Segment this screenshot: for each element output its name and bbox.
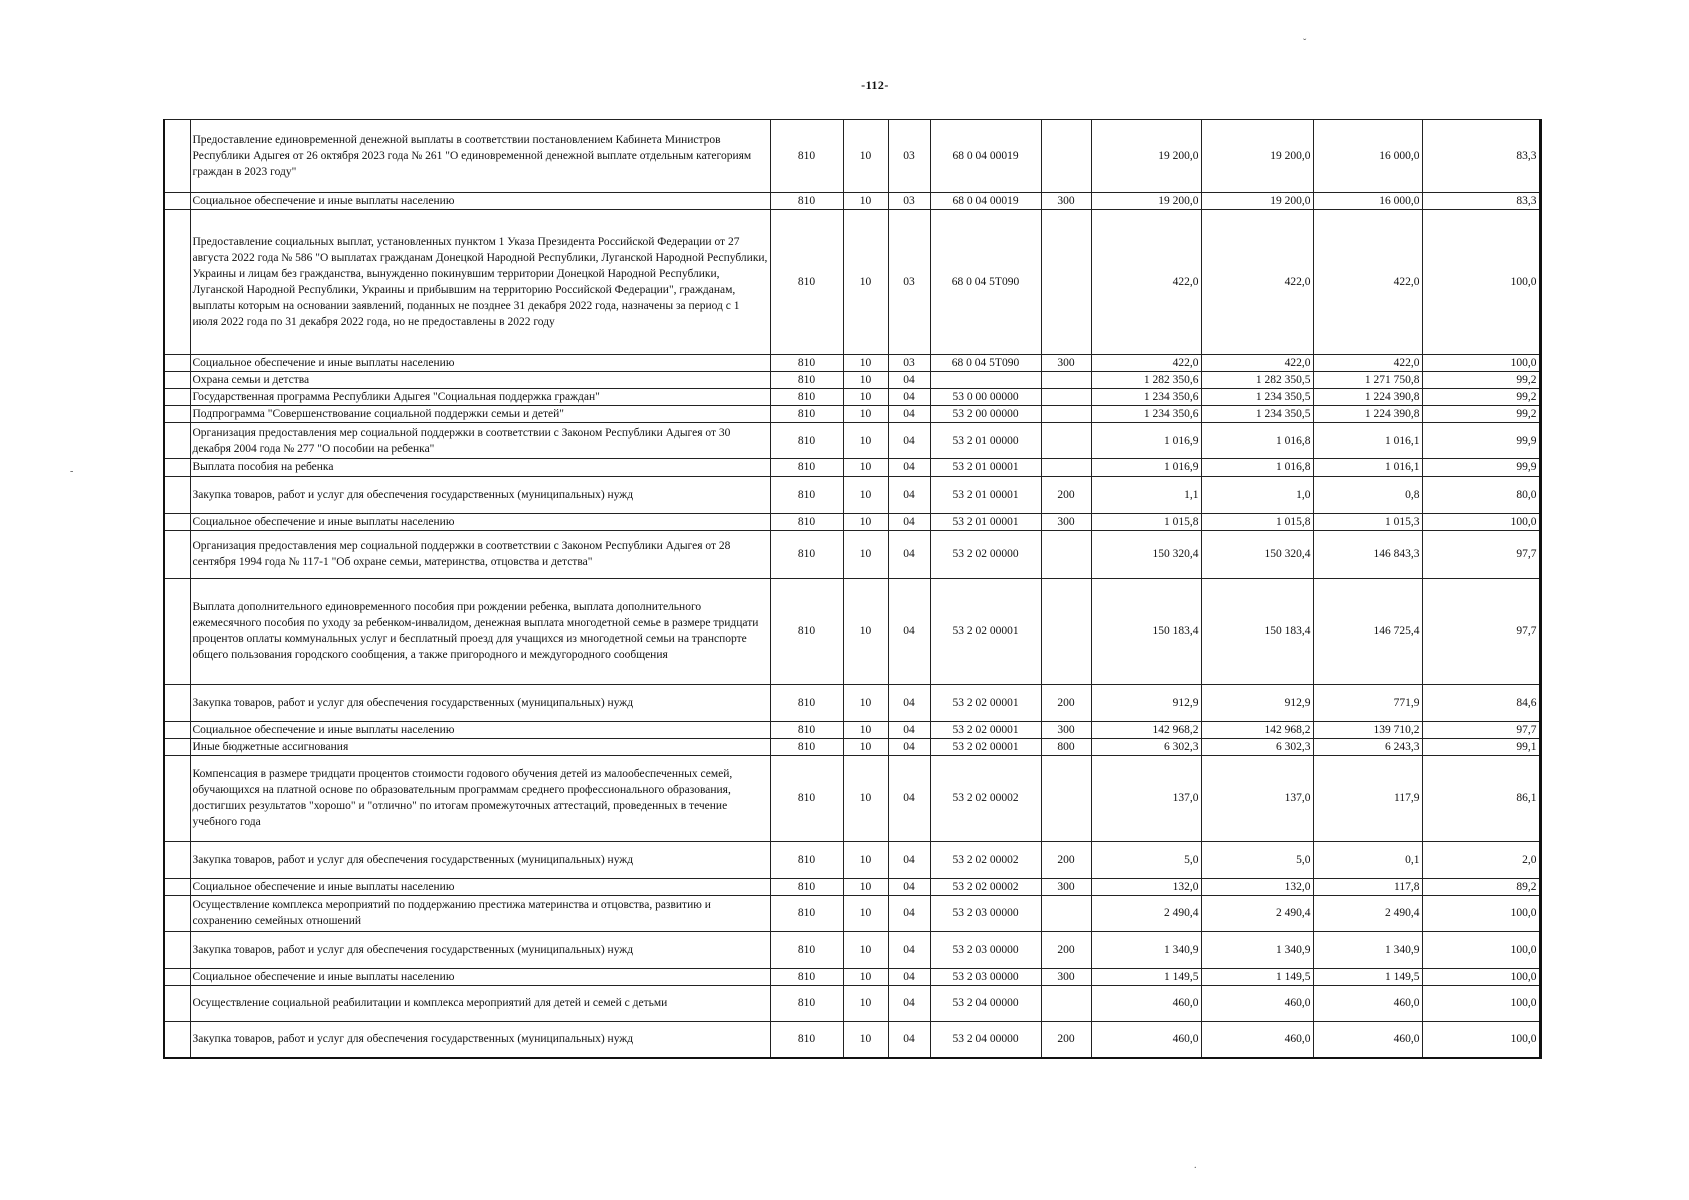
row-revised-amount: 1 016,8 bbox=[1201, 423, 1313, 459]
row-executed-amount: 1 016,1 bbox=[1313, 459, 1422, 476]
row-name: Компенсация в размере тридцати процентов стоимости годового обучения детей из малообеспеченных семей, обучающихся на платной основе по образовательным программам среднего профессионального образования, достигших результатов "хорошо" и "отлично" по итогам промежуточных аттестаций, проведенных в течение учебного года bbox=[190, 755, 770, 841]
table-row bbox=[164, 193, 1540, 210]
row-percent-executed: 100,0 bbox=[1422, 968, 1540, 985]
row-grbs-code: 810 bbox=[770, 476, 843, 513]
row-lead-cell bbox=[164, 755, 190, 841]
row-section-code: 10 bbox=[843, 895, 888, 931]
row-plan-amount: 1 234 350,6 bbox=[1091, 406, 1201, 423]
row-percent-executed: 100,0 bbox=[1422, 210, 1540, 355]
table-row bbox=[164, 738, 1540, 755]
table-row bbox=[164, 755, 1540, 841]
row-plan-amount: 142 968,2 bbox=[1091, 721, 1201, 738]
row-executed-amount: 0,1 bbox=[1313, 841, 1422, 878]
row-plan-amount: 460,0 bbox=[1091, 986, 1201, 1022]
row-plan-amount: 422,0 bbox=[1091, 210, 1201, 355]
row-percent-executed: 99,9 bbox=[1422, 459, 1540, 476]
row-target-article: 68 0 04 00019 bbox=[930, 120, 1041, 193]
row-target-article: 68 0 04 5Т090 bbox=[930, 355, 1041, 372]
row-section-code: 10 bbox=[843, 372, 888, 389]
row-revised-amount: 19 200,0 bbox=[1201, 120, 1313, 193]
row-percent-executed: 84,6 bbox=[1422, 684, 1540, 721]
row-expense-type bbox=[1041, 389, 1091, 406]
row-grbs-code: 810 bbox=[770, 755, 843, 841]
row-executed-amount: 1 271 750,8 bbox=[1313, 372, 1422, 389]
row-percent-executed: 100,0 bbox=[1422, 1022, 1540, 1058]
row-grbs-code: 810 bbox=[770, 931, 843, 968]
row-subsection-code: 04 bbox=[888, 878, 930, 895]
row-percent-executed: 100,0 bbox=[1422, 513, 1540, 530]
row-section-code: 10 bbox=[843, 986, 888, 1022]
row-lead-cell bbox=[164, 530, 190, 578]
row-executed-amount: 1 016,1 bbox=[1313, 423, 1422, 459]
row-grbs-code: 810 bbox=[770, 738, 843, 755]
row-subsection-code: 04 bbox=[888, 423, 930, 459]
row-percent-executed: 2,0 bbox=[1422, 841, 1540, 878]
row-plan-amount: 1 016,9 bbox=[1091, 459, 1201, 476]
table-row bbox=[164, 513, 1540, 530]
row-expense-type bbox=[1041, 578, 1091, 684]
row-plan-amount: 1 340,9 bbox=[1091, 931, 1201, 968]
row-executed-amount: 1 015,3 bbox=[1313, 513, 1422, 530]
row-lead-cell bbox=[164, 931, 190, 968]
row-plan-amount: 150 183,4 bbox=[1091, 578, 1201, 684]
row-plan-amount: 422,0 bbox=[1091, 355, 1201, 372]
row-grbs-code: 810 bbox=[770, 372, 843, 389]
row-percent-executed: 100,0 bbox=[1422, 895, 1540, 931]
row-target-article: 53 2 01 00001 bbox=[930, 459, 1041, 476]
table-row bbox=[164, 372, 1540, 389]
row-name: Охрана семьи и детства bbox=[190, 372, 770, 389]
row-subsection-code: 04 bbox=[888, 372, 930, 389]
row-percent-executed: 99,1 bbox=[1422, 738, 1540, 755]
row-target-article: 68 0 04 5Т090 bbox=[930, 210, 1041, 355]
row-expense-type: 300 bbox=[1041, 721, 1091, 738]
row-executed-amount: 16 000,0 bbox=[1313, 193, 1422, 210]
row-lead-cell bbox=[164, 423, 190, 459]
table-row bbox=[164, 120, 1540, 193]
row-revised-amount: 460,0 bbox=[1201, 986, 1313, 1022]
row-target-article: 53 2 02 00000 bbox=[930, 530, 1041, 578]
row-executed-amount: 422,0 bbox=[1313, 355, 1422, 372]
row-section-code: 10 bbox=[843, 355, 888, 372]
row-name: Предоставление социальных выплат, установленных пунктом 1 Указа Президента Российской Федерации от 27 августа 2022 года № 586 "О выплатах гражданам Донецкой Народной Республики, Луганской Народной Республики, Украины и лицам без гражданства, вынужденно покинувшим территории Донецкой Народной Республики, Луганской Народной Республики, Украины и прибывшим на территорию Российской Федерации", гражданам, выплаты которым на основании заявлений, поданных не позднее 31 декабря 2022 года, назначены за период с 1 июля 2022 года по 31 декабря 2022 года, но не предоставлены в 2022 году bbox=[190, 210, 770, 355]
row-plan-amount: 2 490,4 bbox=[1091, 895, 1201, 931]
row-name: Социальное обеспечение и иные выплаты населению bbox=[190, 968, 770, 985]
row-section-code: 10 bbox=[843, 513, 888, 530]
row-subsection-code: 04 bbox=[888, 986, 930, 1022]
row-plan-amount: 137,0 bbox=[1091, 755, 1201, 841]
row-target-article: 53 2 00 00000 bbox=[930, 406, 1041, 423]
row-grbs-code: 810 bbox=[770, 878, 843, 895]
row-subsection-code: 04 bbox=[888, 459, 930, 476]
row-target-article: 53 2 01 00001 bbox=[930, 513, 1041, 530]
row-subsection-code: 04 bbox=[888, 406, 930, 423]
table-row bbox=[164, 986, 1540, 1022]
row-revised-amount: 1 282 350,5 bbox=[1201, 372, 1313, 389]
row-target-article: 53 2 02 00001 bbox=[930, 578, 1041, 684]
row-grbs-code: 810 bbox=[770, 406, 843, 423]
scan-speck: . bbox=[1194, 1160, 1197, 1171]
row-target-article bbox=[930, 372, 1041, 389]
row-target-article: 53 0 00 00000 bbox=[930, 389, 1041, 406]
row-lead-cell bbox=[164, 372, 190, 389]
row-plan-amount: 5,0 bbox=[1091, 841, 1201, 878]
row-revised-amount: 137,0 bbox=[1201, 755, 1313, 841]
row-percent-executed: 99,2 bbox=[1422, 372, 1540, 389]
row-revised-amount: 6 302,3 bbox=[1201, 738, 1313, 755]
row-subsection-code: 03 bbox=[888, 120, 930, 193]
row-name: Подпрограмма "Совершенствование социальной поддержки семьи и детей" bbox=[190, 406, 770, 423]
row-lead-cell bbox=[164, 738, 190, 755]
row-revised-amount: 19 200,0 bbox=[1201, 193, 1313, 210]
row-plan-amount: 132,0 bbox=[1091, 878, 1201, 895]
row-subsection-code: 04 bbox=[888, 530, 930, 578]
row-revised-amount: 1 016,8 bbox=[1201, 459, 1313, 476]
row-subsection-code: 04 bbox=[888, 738, 930, 755]
row-expense-type bbox=[1041, 120, 1091, 193]
row-revised-amount: 422,0 bbox=[1201, 210, 1313, 355]
table-row bbox=[164, 406, 1540, 423]
row-lead-cell bbox=[164, 476, 190, 513]
row-grbs-code: 810 bbox=[770, 578, 843, 684]
row-percent-executed: 99,2 bbox=[1422, 406, 1540, 423]
row-subsection-code: 04 bbox=[888, 755, 930, 841]
row-expense-type: 800 bbox=[1041, 738, 1091, 755]
row-name: Социальное обеспечение и иные выплаты населению bbox=[190, 721, 770, 738]
scan-speck: ˇ bbox=[1303, 38, 1307, 49]
row-executed-amount: 117,8 bbox=[1313, 878, 1422, 895]
table-row bbox=[164, 530, 1540, 578]
row-percent-executed: 83,3 bbox=[1422, 120, 1540, 193]
table-row bbox=[164, 578, 1540, 684]
row-percent-executed: 83,3 bbox=[1422, 193, 1540, 210]
row-section-code: 10 bbox=[843, 684, 888, 721]
table-row bbox=[164, 459, 1540, 476]
row-revised-amount: 132,0 bbox=[1201, 878, 1313, 895]
row-section-code: 10 bbox=[843, 841, 888, 878]
table-row bbox=[164, 684, 1540, 721]
row-revised-amount: 422,0 bbox=[1201, 355, 1313, 372]
row-plan-amount: 1 234 350,6 bbox=[1091, 389, 1201, 406]
row-expense-type bbox=[1041, 755, 1091, 841]
row-expense-type: 200 bbox=[1041, 684, 1091, 721]
row-subsection-code: 04 bbox=[888, 578, 930, 684]
row-target-article: 53 2 02 00002 bbox=[930, 878, 1041, 895]
row-executed-amount: 460,0 bbox=[1313, 1022, 1422, 1058]
row-executed-amount: 146 725,4 bbox=[1313, 578, 1422, 684]
row-lead-cell bbox=[164, 355, 190, 372]
row-plan-amount: 1,1 bbox=[1091, 476, 1201, 513]
row-executed-amount: 1 149,5 bbox=[1313, 968, 1422, 985]
row-revised-amount: 460,0 bbox=[1201, 1022, 1313, 1058]
row-lead-cell bbox=[164, 841, 190, 878]
row-percent-executed: 97,7 bbox=[1422, 578, 1540, 684]
row-plan-amount: 460,0 bbox=[1091, 1022, 1201, 1058]
row-executed-amount: 771,9 bbox=[1313, 684, 1422, 721]
table-row bbox=[164, 895, 1540, 931]
row-grbs-code: 810 bbox=[770, 721, 843, 738]
table-row bbox=[164, 841, 1540, 878]
row-name: Организация предоставления мер социальной поддержки в соответствии с Законом Республики Адыгея от 28 сентября 1994 года № 117-1 "Об охране семьи, материнства, отцовства и детства" bbox=[190, 530, 770, 578]
row-lead-cell bbox=[164, 684, 190, 721]
row-lead-cell bbox=[164, 389, 190, 406]
table-row bbox=[164, 721, 1540, 738]
row-section-code: 10 bbox=[843, 738, 888, 755]
row-revised-amount: 2 490,4 bbox=[1201, 895, 1313, 931]
row-grbs-code: 810 bbox=[770, 968, 843, 985]
row-section-code: 10 bbox=[843, 389, 888, 406]
row-plan-amount: 1 015,8 bbox=[1091, 513, 1201, 530]
row-revised-amount: 142 968,2 bbox=[1201, 721, 1313, 738]
row-executed-amount: 2 490,4 bbox=[1313, 895, 1422, 931]
row-lead-cell bbox=[164, 193, 190, 210]
row-name: Государственная программа Республики Адыгея "Социальная поддержка граждан" bbox=[190, 389, 770, 406]
row-expense-type: 200 bbox=[1041, 1022, 1091, 1058]
row-expense-type bbox=[1041, 210, 1091, 355]
row-expense-type bbox=[1041, 530, 1091, 578]
row-lead-cell bbox=[164, 120, 190, 193]
row-expense-type bbox=[1041, 406, 1091, 423]
row-executed-amount: 422,0 bbox=[1313, 210, 1422, 355]
row-expense-type: 300 bbox=[1041, 513, 1091, 530]
row-subsection-code: 03 bbox=[888, 355, 930, 372]
table-row bbox=[164, 355, 1540, 372]
row-plan-amount: 19 200,0 bbox=[1091, 120, 1201, 193]
row-target-article: 53 2 03 00000 bbox=[930, 895, 1041, 931]
row-executed-amount: 16 000,0 bbox=[1313, 120, 1422, 193]
row-lead-cell bbox=[164, 1022, 190, 1058]
page-number: -112- bbox=[861, 78, 889, 92]
row-percent-executed: 86,1 bbox=[1422, 755, 1540, 841]
row-subsection-code: 04 bbox=[888, 895, 930, 931]
row-target-article: 53 2 02 00001 bbox=[930, 738, 1041, 755]
table-row bbox=[164, 476, 1540, 513]
row-expense-type: 300 bbox=[1041, 193, 1091, 210]
row-subsection-code: 03 bbox=[888, 210, 930, 355]
row-name: Закупка товаров, работ и услуг для обеспечения государственных (муниципальных) нужд bbox=[190, 841, 770, 878]
row-expense-type: 300 bbox=[1041, 355, 1091, 372]
row-name: Закупка товаров, работ и услуг для обеспечения государственных (муниципальных) нужд bbox=[190, 476, 770, 513]
row-subsection-code: 04 bbox=[888, 684, 930, 721]
row-section-code: 10 bbox=[843, 406, 888, 423]
row-target-article: 53 2 04 00000 bbox=[930, 986, 1041, 1022]
row-revised-amount: 912,9 bbox=[1201, 684, 1313, 721]
row-percent-executed: 100,0 bbox=[1422, 931, 1540, 968]
row-grbs-code: 810 bbox=[770, 355, 843, 372]
table-row bbox=[164, 423, 1540, 459]
row-name: Социальное обеспечение и иные выплаты населению bbox=[190, 878, 770, 895]
row-subsection-code: 04 bbox=[888, 389, 930, 406]
row-revised-amount: 1 234 350,5 bbox=[1201, 389, 1313, 406]
row-subsection-code: 04 bbox=[888, 968, 930, 985]
table-row bbox=[164, 931, 1540, 968]
row-target-article: 53 2 03 00000 bbox=[930, 931, 1041, 968]
row-lead-cell bbox=[164, 406, 190, 423]
row-section-code: 10 bbox=[843, 1022, 888, 1058]
table-row bbox=[164, 1022, 1540, 1058]
row-target-article: 53 2 02 00001 bbox=[930, 684, 1041, 721]
row-grbs-code: 810 bbox=[770, 210, 843, 355]
row-executed-amount: 1 340,9 bbox=[1313, 931, 1422, 968]
row-revised-amount: 1 234 350,5 bbox=[1201, 406, 1313, 423]
row-grbs-code: 810 bbox=[770, 895, 843, 931]
row-executed-amount: 6 243,3 bbox=[1313, 738, 1422, 755]
row-lead-cell bbox=[164, 968, 190, 985]
row-section-code: 10 bbox=[843, 968, 888, 985]
row-name: Иные бюджетные ассигнования bbox=[190, 738, 770, 755]
row-percent-executed: 100,0 bbox=[1422, 355, 1540, 372]
row-lead-cell bbox=[164, 721, 190, 738]
row-grbs-code: 810 bbox=[770, 530, 843, 578]
row-name: Социальное обеспечение и иные выплаты населению bbox=[190, 193, 770, 210]
row-grbs-code: 810 bbox=[770, 120, 843, 193]
scan-speck: - bbox=[70, 466, 74, 477]
row-section-code: 10 bbox=[843, 721, 888, 738]
row-plan-amount: 1 149,5 bbox=[1091, 968, 1201, 985]
row-lead-cell bbox=[164, 210, 190, 355]
row-percent-executed: 99,2 bbox=[1422, 389, 1540, 406]
row-revised-amount: 1 149,5 bbox=[1201, 968, 1313, 985]
row-subsection-code: 04 bbox=[888, 931, 930, 968]
row-section-code: 10 bbox=[843, 931, 888, 968]
row-revised-amount: 150 320,4 bbox=[1201, 530, 1313, 578]
row-plan-amount: 150 320,4 bbox=[1091, 530, 1201, 578]
row-target-article: 53 2 02 00002 bbox=[930, 755, 1041, 841]
row-name: Предоставление единовременной денежной выплаты в соответствии постановлением Кабинета Министров Республики Адыгея от 26 октября 2023 года № 261 "О единовременной денежной выплате отдельным категориям граждан в 2023 году" bbox=[190, 120, 770, 193]
row-expense-type bbox=[1041, 986, 1091, 1022]
row-target-article: 53 2 02 00001 bbox=[930, 721, 1041, 738]
row-name: Закупка товаров, работ и услуг для обеспечения государственных (муниципальных) нужд bbox=[190, 931, 770, 968]
row-section-code: 10 bbox=[843, 193, 888, 210]
row-section-code: 10 bbox=[843, 210, 888, 355]
row-executed-amount: 460,0 bbox=[1313, 986, 1422, 1022]
row-lead-cell bbox=[164, 578, 190, 684]
row-plan-amount: 912,9 bbox=[1091, 684, 1201, 721]
row-target-article: 53 2 01 00000 bbox=[930, 423, 1041, 459]
row-grbs-code: 810 bbox=[770, 684, 843, 721]
row-executed-amount: 117,9 bbox=[1313, 755, 1422, 841]
row-grbs-code: 810 bbox=[770, 389, 843, 406]
row-name: Выплата пособия на ребенка bbox=[190, 459, 770, 476]
row-subsection-code: 04 bbox=[888, 721, 930, 738]
row-expense-type bbox=[1041, 423, 1091, 459]
row-expense-type: 200 bbox=[1041, 841, 1091, 878]
row-section-code: 10 bbox=[843, 755, 888, 841]
row-expense-type bbox=[1041, 895, 1091, 931]
row-expense-type: 300 bbox=[1041, 878, 1091, 895]
row-name: Осуществление комплекса мероприятий по поддержанию престижа материнства и отцовства, развитию и сохранению семейных отношений bbox=[190, 895, 770, 931]
row-target-article: 53 2 01 00001 bbox=[930, 476, 1041, 513]
row-expense-type: 200 bbox=[1041, 476, 1091, 513]
row-lead-cell bbox=[164, 459, 190, 476]
row-section-code: 10 bbox=[843, 459, 888, 476]
row-grbs-code: 810 bbox=[770, 513, 843, 530]
row-section-code: 10 bbox=[843, 476, 888, 513]
row-expense-type: 200 bbox=[1041, 931, 1091, 968]
row-expense-type: 300 bbox=[1041, 968, 1091, 985]
row-target-article: 53 2 03 00000 bbox=[930, 968, 1041, 985]
table-row bbox=[164, 878, 1540, 895]
row-grbs-code: 810 bbox=[770, 986, 843, 1022]
row-executed-amount: 146 843,3 bbox=[1313, 530, 1422, 578]
row-revised-amount: 5,0 bbox=[1201, 841, 1313, 878]
row-grbs-code: 810 bbox=[770, 1022, 843, 1058]
row-executed-amount: 0,8 bbox=[1313, 476, 1422, 513]
row-target-article: 68 0 04 00019 bbox=[930, 193, 1041, 210]
row-subsection-code: 04 bbox=[888, 1022, 930, 1058]
row-section-code: 10 bbox=[843, 120, 888, 193]
row-lead-cell bbox=[164, 513, 190, 530]
row-plan-amount: 1 282 350,6 bbox=[1091, 372, 1201, 389]
row-executed-amount: 1 224 390,8 bbox=[1313, 389, 1422, 406]
row-plan-amount: 6 302,3 bbox=[1091, 738, 1201, 755]
row-expense-type bbox=[1041, 372, 1091, 389]
row-grbs-code: 810 bbox=[770, 423, 843, 459]
row-section-code: 10 bbox=[843, 878, 888, 895]
row-name: Социальное обеспечение и иные выплаты населению bbox=[190, 355, 770, 372]
row-name: Организация предоставления мер социальной поддержки в соответствии с Законом Республики Адыгея от 30 декабря 2004 года № 277 "О пособии на ребенка" bbox=[190, 423, 770, 459]
row-name: Осуществление социальной реабилитации и комплекса мероприятий для детей и семей с детьми bbox=[190, 986, 770, 1022]
row-lead-cell bbox=[164, 895, 190, 931]
row-plan-amount: 1 016,9 bbox=[1091, 423, 1201, 459]
row-section-code: 10 bbox=[843, 423, 888, 459]
row-subsection-code: 04 bbox=[888, 841, 930, 878]
row-revised-amount: 1 340,9 bbox=[1201, 931, 1313, 968]
row-expense-type bbox=[1041, 459, 1091, 476]
row-target-article: 53 2 02 00002 bbox=[930, 841, 1041, 878]
table-row bbox=[164, 968, 1540, 985]
row-subsection-code: 03 bbox=[888, 193, 930, 210]
table-row bbox=[164, 210, 1540, 355]
row-revised-amount: 1,0 bbox=[1201, 476, 1313, 513]
row-percent-executed: 100,0 bbox=[1422, 986, 1540, 1022]
row-percent-executed: 97,7 bbox=[1422, 530, 1540, 578]
row-grbs-code: 810 bbox=[770, 841, 843, 878]
row-plan-amount: 19 200,0 bbox=[1091, 193, 1201, 210]
row-executed-amount: 139 710,2 bbox=[1313, 721, 1422, 738]
table-row bbox=[164, 389, 1540, 406]
row-grbs-code: 810 bbox=[770, 459, 843, 476]
row-name: Закупка товаров, работ и услуг для обеспечения государственных (муниципальных) нужд bbox=[190, 684, 770, 721]
row-section-code: 10 bbox=[843, 530, 888, 578]
row-name: Закупка товаров, работ и услуг для обеспечения государственных (муниципальных) нужд bbox=[190, 1022, 770, 1058]
row-name: Выплата дополнительного единовременного пособия при рождении ребенка, выплата дополнительного ежемесячного пособия по уходу за ребенком-инвалидом, денежная выплата многодетной семье в размере тридцати процентов оплаты коммунальных услуг и бесплатный проезд для учащихся из многодетной семьи на транспорте общего пользования городского сообщения, а также пригородного и междугородного сообщения bbox=[190, 578, 770, 684]
row-executed-amount: 1 224 390,8 bbox=[1313, 406, 1422, 423]
row-lead-cell bbox=[164, 986, 190, 1022]
row-percent-executed: 99,9 bbox=[1422, 423, 1540, 459]
row-percent-executed: 80,0 bbox=[1422, 476, 1540, 513]
budget-table bbox=[163, 119, 1542, 1059]
row-lead-cell bbox=[164, 878, 190, 895]
row-revised-amount: 150 183,4 bbox=[1201, 578, 1313, 684]
row-name: Социальное обеспечение и иные выплаты населению bbox=[190, 513, 770, 530]
row-subsection-code: 04 bbox=[888, 476, 930, 513]
row-subsection-code: 04 bbox=[888, 513, 930, 530]
row-target-article: 53 2 04 00000 bbox=[930, 1022, 1041, 1058]
row-percent-executed: 97,7 bbox=[1422, 721, 1540, 738]
row-section-code: 10 bbox=[843, 578, 888, 684]
row-percent-executed: 89,2 bbox=[1422, 878, 1540, 895]
row-grbs-code: 810 bbox=[770, 193, 843, 210]
budget-table-body bbox=[164, 120, 1540, 1058]
row-revised-amount: 1 015,8 bbox=[1201, 513, 1313, 530]
